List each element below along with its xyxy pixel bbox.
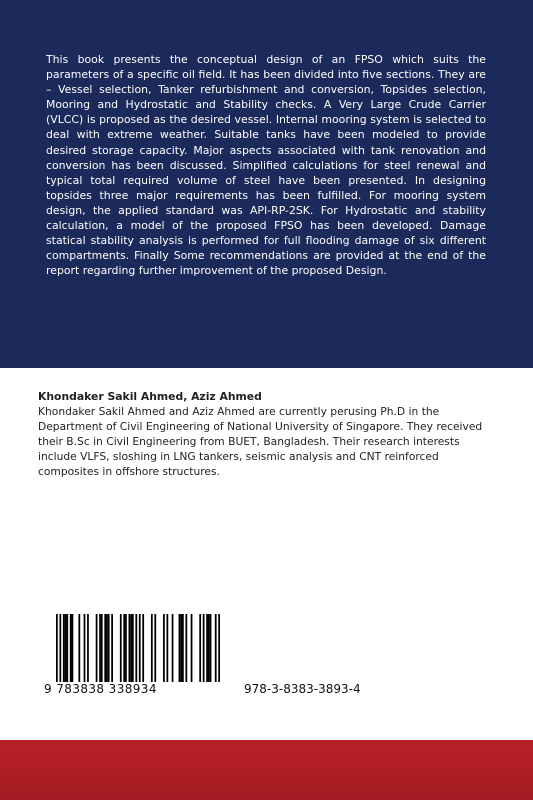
barcode-bar (59, 614, 61, 682)
barcode-bar (120, 614, 122, 682)
barcode-bar (96, 614, 98, 682)
barcode-bar (108, 614, 110, 682)
barcode-bar (206, 614, 208, 682)
barcode-bar (154, 614, 156, 682)
barcode-bar (166, 614, 168, 682)
barcode-bar (70, 614, 72, 682)
barcode-bar (191, 614, 193, 682)
barcode-bar (99, 614, 101, 682)
barcode-bar (172, 614, 174, 682)
barcode-bar (104, 614, 106, 682)
barcode-bar (63, 614, 65, 682)
barcode-bar (179, 614, 181, 682)
barcode-bar (129, 614, 131, 682)
barcode-bar (101, 614, 103, 682)
author-names: Khondaker Sakil Ahmed, Aziz Ahmed (38, 390, 262, 403)
author-bio: Khondaker Sakil Ahmed and Aziz Ahmed are currently perusing Ph.D in the Department of Civil Engineering of National University of Singapore. They received their B.Sc in Civil Engineering from BUET, Bangladesh. Their research interests include VLFS, sloshing in LNG tankers, seismic analysis and CNT reinforced composites in offshore structures. (38, 405, 483, 478)
barcode-bar (208, 614, 210, 682)
back-cover-panel (0, 0, 533, 368)
barcode-bar (163, 614, 165, 682)
barcode-bar (135, 614, 137, 682)
barcode-bar (180, 614, 182, 682)
barcode-bar (125, 614, 127, 682)
barcode-bar (87, 614, 89, 682)
author-section (38, 389, 498, 479)
barcode-bar (203, 614, 205, 682)
book-description: This book presents the conceptual design of an FPSO which suits the parameters of a specific oil field. It has been divided into five sections. They are – Vessel selection, Tanker refurbishment and conversion, Topsides selection, Mooring and Hydrostatic and Stability checks. A Very Large Crude Carrier (VLCC) is proposed as the desired vessel. Internal mooring system is selected to deal with extreme weather. Suitable tanks have been modeled to provide desired storage capacity. Major aspects associated with tank renovation and conversion has been discussed. Simplified calculations for steel renewal and typical total required volume of steel have been presented. In designing topsides three major requirements has been fulfilled. For mooring system design, the applied standard was API-RP-2SK. For Hydrostatic and stability calculation, a model of the proposed FPSO has been developed. Damage statical stability analysis is performed for full flooding damage of six different compartments. Finally Some recommendations are provided at the end of the report regarding further improvement of the proposed Design. (46, 53, 486, 278)
barcode-bar (139, 614, 141, 682)
barcode-bar (130, 614, 132, 682)
barcode-bar (106, 614, 108, 682)
barcode-bar (72, 614, 74, 682)
barcode-bar (65, 614, 67, 682)
barcode-bar (218, 614, 220, 682)
barcode-bar (151, 614, 153, 682)
barcode-bar (78, 614, 80, 682)
barcode-digits: 9 783838 338934 (44, 682, 157, 696)
bottom-color-band (0, 740, 533, 800)
barcode-bar (182, 614, 184, 682)
barcode-bar (210, 614, 212, 682)
barcode-bar (66, 614, 68, 682)
barcode-bar (132, 614, 134, 682)
barcode-bar (84, 614, 86, 682)
barcode-image (56, 614, 220, 682)
barcode-bar (123, 614, 125, 682)
barcode-bar (111, 614, 113, 682)
barcode-bar (185, 614, 187, 682)
barcode-bar (56, 614, 58, 682)
barcode-bar (199, 614, 201, 682)
barcode-bar (215, 614, 217, 682)
barcode-bar (142, 614, 144, 682)
isbn-number: 978-3-8383-3893-4 (244, 682, 361, 696)
